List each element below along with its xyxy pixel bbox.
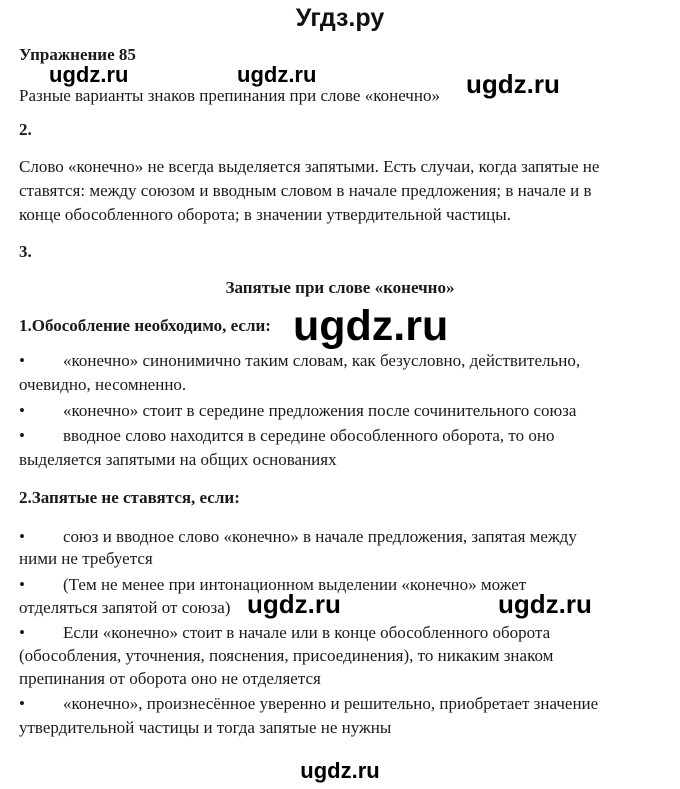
watermark: ugdz.ru bbox=[293, 302, 449, 350]
section1-heading: 1.Обособление необходимо, если: bbox=[19, 316, 271, 335]
section2-heading: 2.Запятые не ставятся, если: bbox=[19, 488, 240, 507]
watermark: ugdz.ru bbox=[498, 589, 592, 619]
bullet-icon: • bbox=[19, 351, 25, 370]
section2-item: • Если «конечно» стоит в начале или в конце обособленного оборота bbox=[19, 623, 551, 642]
part2-line: конце обособленного оборота; в значении утвердительной частицы. bbox=[19, 205, 511, 224]
section1-item-cont: очевидно, несомненно. bbox=[19, 375, 187, 394]
section2-item-cont: ними не требуется bbox=[19, 549, 153, 568]
watermark: ugdz.ru bbox=[300, 758, 380, 783]
site-title[interactable]: Угдз.ру bbox=[295, 4, 385, 32]
exercise-title: Упражнение 85 bbox=[19, 45, 136, 64]
watermark: ugdz.ru bbox=[49, 62, 129, 87]
section2-item: • (Тем не менее при интонационном выделении «конечно» может bbox=[19, 575, 527, 594]
bullet-icon: • bbox=[19, 401, 25, 420]
watermark: ugdz.ru bbox=[466, 69, 560, 99]
watermark: ugdz.ru bbox=[247, 589, 341, 619]
bullet-icon: • bbox=[19, 623, 25, 642]
bullet-icon: • bbox=[19, 426, 25, 445]
section2-item: • «конечно», произнесённое уверенно и решительно, приобретает значение bbox=[19, 694, 599, 713]
part2-line: Слово «конечно» не всегда выделяется запятыми. Есть случаи, когда запятые не bbox=[19, 157, 600, 176]
watermark: ugdz.ru bbox=[237, 62, 317, 87]
bullet-icon: • bbox=[19, 527, 25, 546]
bullet-icon: • bbox=[19, 575, 25, 594]
section1-item-cont: выделяется запятыми на общих основаниях bbox=[19, 450, 337, 469]
part3-number: 3. bbox=[19, 242, 32, 261]
part2-line: ставятся: между союзом и вводным словом в начале предложения; в начале и в bbox=[19, 181, 592, 200]
section2-item-cont: утвердительной частицы и тогда запятые не нужны bbox=[19, 718, 392, 737]
section1-item: • вводное слово находится в середине обособленного оборота, то оно bbox=[19, 426, 555, 445]
section1-item: • «конечно» синонимично таким словам, как безусловно, действительно, bbox=[19, 351, 581, 370]
section1-item: • «конечно» стоит в середине предложения после сочинительного союза bbox=[19, 401, 577, 420]
section2-item-cont: препинания от оборота оно не отделяется bbox=[19, 669, 321, 688]
section2-item-cont: (обособления, уточнения, пояснения, присоединения), то никаким знаком bbox=[19, 646, 554, 665]
part1-text: Разные варианты знаков препинания при слове «конечно» bbox=[19, 86, 440, 105]
part2-number: 2. bbox=[19, 120, 32, 139]
bullet-icon: • bbox=[19, 694, 25, 713]
section2-item: • союз и вводное слово «конечно» в начале предложения, запятая между bbox=[19, 527, 577, 546]
table-title: Запятые при слове «конечно» bbox=[225, 278, 455, 297]
section2-item-cont: отделяться запятой от союза) bbox=[19, 598, 231, 617]
